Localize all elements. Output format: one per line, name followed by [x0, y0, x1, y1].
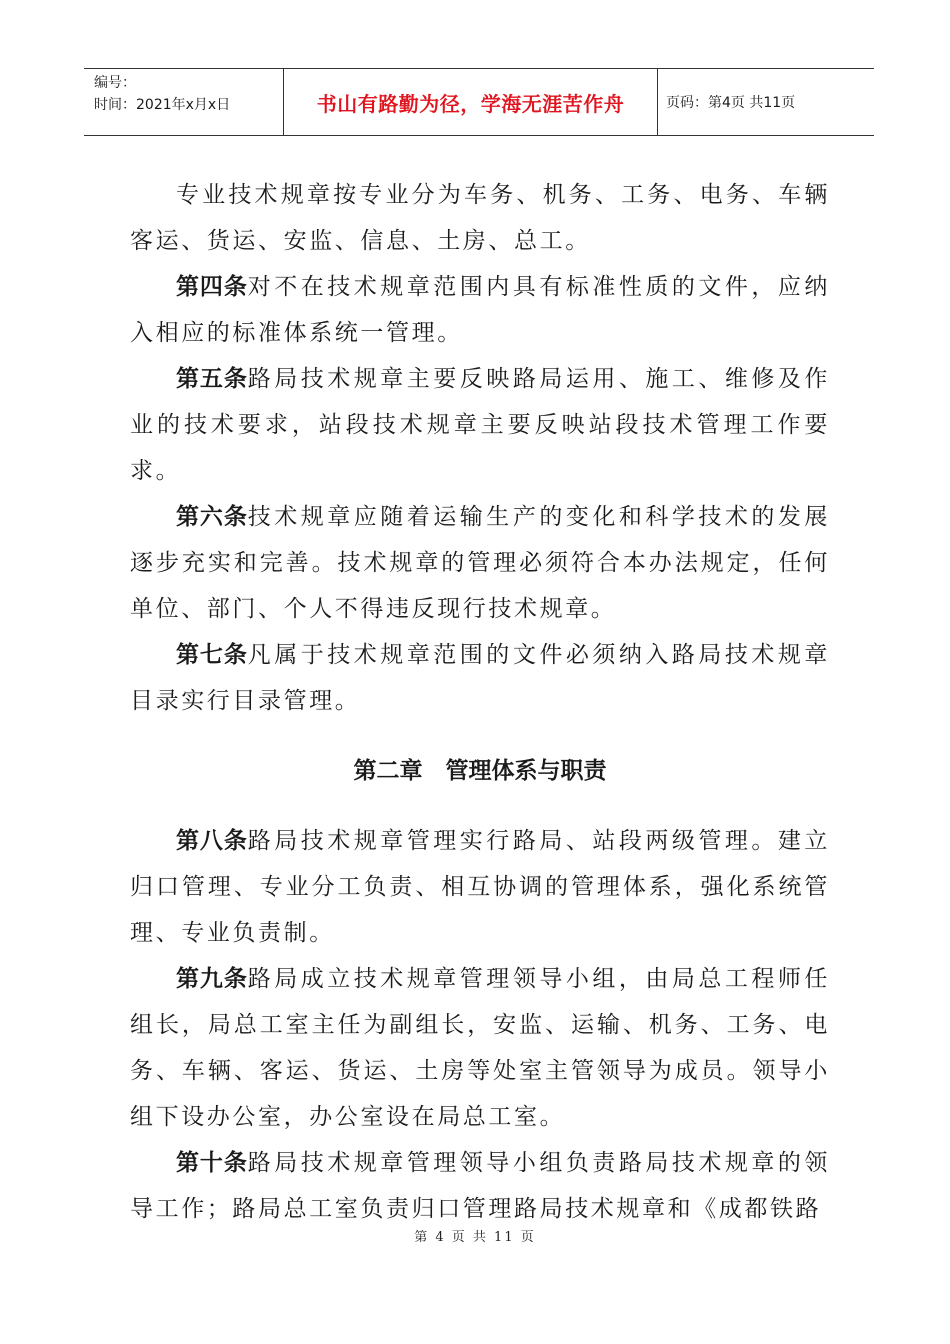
page-header — [84, 68, 874, 136]
header-number: 编号： — [94, 75, 136, 91]
article-4 — [130, 264, 830, 356]
article-text: 凡属于技术规章范围的文件必须纳入路局技术规章目录实行目录管理。 — [130, 642, 831, 714]
header-page-number: 页码：第4页 共11页 — [666, 95, 796, 111]
header-time: 时间：2021年x月x日 — [94, 97, 231, 113]
article-heading: 第十条 — [176, 1150, 248, 1176]
article-heading: 第四条 — [176, 274, 248, 300]
article-text: 技术规章应随着运输生产的变化和科学技术的发展逐步充实和完善。技术规章的管理必须符合本办法规定，任何单位、部门、个人不得违反现行技术规章。 — [130, 504, 831, 622]
article-10 — [130, 1140, 830, 1232]
article-7 — [130, 632, 830, 724]
article-heading: 第六条 — [176, 504, 248, 530]
article-text: 路局技术规章主要反映路局运用、施工、维修及作业的技术要求，站段技术规章主要反映站段技术管理工作要求。 — [130, 366, 831, 484]
header-motto: 书山有路勤为径，学海无涯苦作舟 — [284, 69, 658, 135]
chapter-title: 第二章 管理体系与职责 — [353, 758, 607, 784]
article-heading: 第五条 — [176, 366, 248, 392]
article-heading: 第八条 — [176, 828, 248, 854]
page-footer: 第 4 页 共 11 页 — [414, 1230, 536, 1245]
article-heading: 第九条 — [176, 966, 248, 992]
article-text: 路局技术规章管理领导小组负责路局技术规章的领导工作；路局总工室负责归口管理路局技术规章和《成都铁路 — [130, 1150, 831, 1222]
article-8 — [130, 818, 830, 956]
article-heading: 第七条 — [176, 642, 248, 668]
document-body — [130, 172, 830, 1232]
article-5 — [130, 356, 830, 494]
header-meta — [84, 69, 284, 135]
paragraph: 专业技术规章按专业分为车务、机务、工务、电务、车辆客运、货运、安监、信息、土房、总工。 — [130, 182, 830, 254]
article-text: 路局成立技术规章管理领导小组，由局总工程师任组长，局总工室主任为副组长，安监、运输、机务、工务、电务、车辆、客运、货运、土房等处室主管领导为成员。领导小组下设办公室，办公室设在局总工室。 — [130, 966, 831, 1130]
article-text: 路局技术规章管理实行路局、站段两级管理。建立归口管理、专业分工负责、相互协调的管理体系，强化系统管理、专业负责制。 — [130, 828, 831, 946]
article-text: 对不在技术规章范围内具有标准性质的文件，应纳入相应的标准体系统一管理。 — [130, 274, 831, 346]
article-6 — [130, 494, 830, 632]
article-9 — [130, 956, 830, 1140]
